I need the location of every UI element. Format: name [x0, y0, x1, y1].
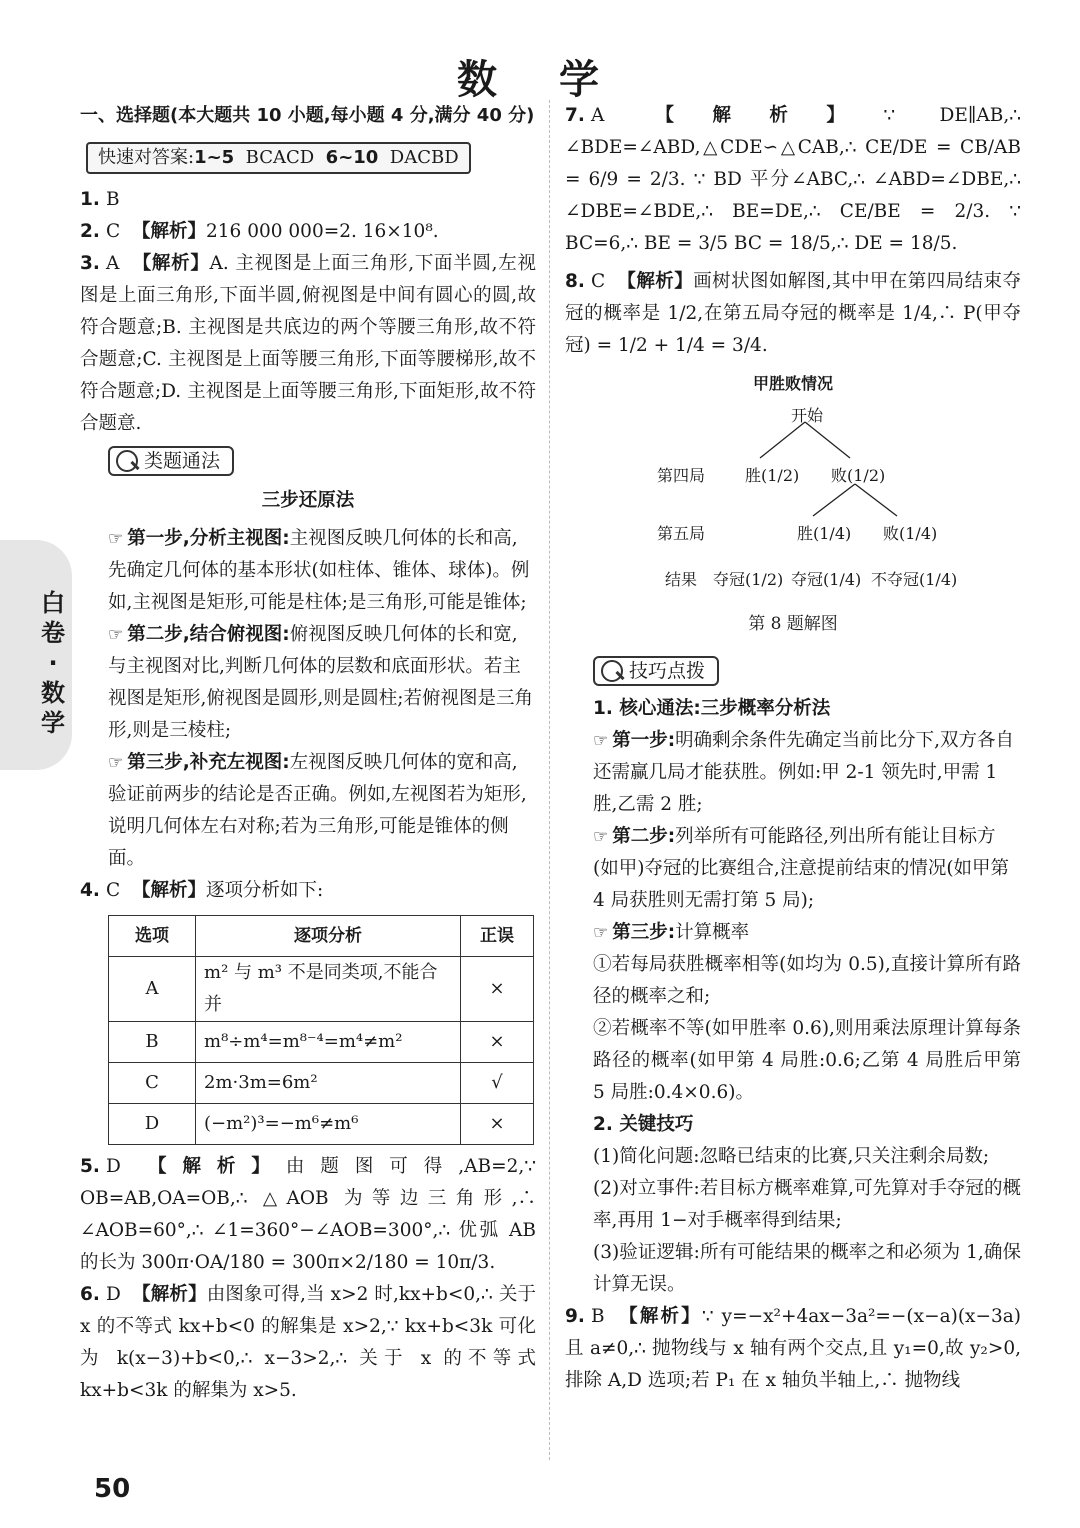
answer-letter: C — [591, 271, 606, 292]
round-5-label: 第五局 — [657, 524, 706, 543]
analysis-tag: 【解析】 — [132, 221, 207, 242]
quick-answers-1: BCACD — [245, 147, 315, 168]
step-heading: 第一步,分析主视图: — [127, 528, 290, 549]
result-2: 夺冠(1/4) — [791, 570, 862, 589]
key-tip-2: (2)对立事件:若目标方概率难算,可先算对手夺冠的概率,再用 1−对手概率得到结果; — [593, 1178, 1021, 1231]
quick-label: 快速对答案: — [98, 147, 195, 168]
analysis-text: 由图象可得,当 x>2 时,kx+b<0,∴ 关于 x 的不等式 kx+b<0 的解集是 x>2,∵ kx+b<3k 可化为 k(x−3)+b<0,∴ x−3>2,∴ 关于 x 的不等式 kx+b<3k 的解集为 x>5. — [80, 1284, 536, 1401]
step-heading: 第一步: — [612, 730, 676, 751]
key-tips-title: 2. 关键技巧 — [593, 1114, 694, 1135]
round-4-label: 第四局 — [657, 466, 706, 485]
question-3 — [80, 248, 536, 440]
step-text: 主视图反映几何体的长和高,先确定几何体的基本形状(如柱体、锥体、球体)。例如,主视图是矩形,可能是柱体;是三角形,可能是锥体; — [108, 528, 530, 613]
question-number: 9. — [565, 1306, 585, 1327]
answer-letter: A — [106, 253, 120, 274]
analysis-tag: 【解析】 — [132, 880, 207, 901]
prob-step-3 — [565, 917, 1021, 949]
pointing-hand-icon: ☞ — [108, 529, 124, 549]
table-row — [109, 1104, 534, 1145]
quick-answers-2: DACBD — [389, 147, 459, 168]
method-title: 三步还原法 — [261, 490, 355, 511]
step-text: 俯视图反映几何体的长和宽,与主视图对比,判断几何体的层数和底面形状。若主视图是矩形,俯视图是圆形,则是圆柱;若俯视图是三角形,则是三棱柱; — [108, 624, 533, 741]
question-4 — [80, 875, 536, 907]
step-heading: 第三步,补充左视图: — [127, 752, 290, 773]
question-number: 2. — [80, 221, 100, 242]
answer-letter: D — [106, 1284, 121, 1305]
question-number: 5. — [80, 1156, 100, 1177]
page-number: 50 — [94, 1474, 131, 1504]
analysis-tag: 【解析】 — [617, 105, 884, 126]
analysis-text: ∵ y=−x²+4ax−3a²=−(x−a)(x−3a)且 a≠0,∴ 抛物线与 x 轴有两个交点,且 y₁=0,故 y₂>0,排除 A,D 选项;若 P₁ 在 x 轴负半轴上,∴ 抛物线 — [565, 1306, 1021, 1391]
analysis-text: 216 000 000=2. 16×10⁸. — [206, 221, 439, 242]
table-header-row — [109, 916, 534, 957]
question-number: 6. — [80, 1284, 100, 1305]
table-cell: D — [109, 1104, 196, 1145]
analysis-text: ∵ DE∥AB,∴ ∠BDE=∠ABD,△CDE∽△CAB,∴ CE/DE = CB/AB = 6/9 = 2/3. ∵ BD 平分∠ABC,∴ ∠ABD=∠DBE,∴ ∠DBE=∠BDE,∴ BE=DE,∴ CE/BE = 2/3. ∵ BC=6,∴ BE = 3/5 BC = 18/5,∴ DE = 18/5. — [565, 105, 1021, 254]
analysis-tag: 【解析】 — [617, 271, 694, 292]
step-text: 明确剩余条件先确定当前比分下,双方各自还需赢几局才能获胜。例如:甲 2-1 领先时,甲需 1 胜,乙需 2 胜; — [593, 730, 1015, 815]
result-label: 结果 — [665, 570, 698, 589]
step-text: 列举所有可能路径,列出所有能让目标方(如甲)夺冠的比赛组合,注意提前结束的情况(如甲第 4 局获胜则无需打第 5 局); — [593, 826, 1010, 911]
analysis-tag: 【解析】 — [132, 1284, 207, 1305]
core-method-title: 1. 核心通法:三步概率分析法 — [593, 698, 831, 719]
analysis-text: 由题图可得,AB=2,∵ OB=AB,OA=OB,∴ △AOB 为等边三角形,∴ ∠AOB=60°,∴ ∠1=360°−∠AOB=300°,∴ 优弧 AB 的长为 300π·OA/180 = 300π×2/180 = 10π/3. — [80, 1156, 536, 1273]
prob-step-1 — [565, 725, 1021, 821]
analysis-tag: 【解析】 — [132, 253, 210, 274]
question-number: 7. — [565, 105, 585, 126]
table-cell: B — [109, 1022, 196, 1063]
key-icon — [116, 450, 138, 472]
analysis-table — [108, 915, 534, 1145]
step-heading: 第二步,结合俯视图: — [127, 624, 290, 645]
result-3: 不夺冠(1/4) — [871, 570, 958, 589]
question-number: 4. — [80, 880, 100, 901]
tips-badge-label: 技巧点拨 — [629, 660, 706, 682]
method-badge — [108, 446, 234, 476]
pointing-hand-icon: ☞ — [108, 753, 124, 773]
table-cell: 2m·3m=6m² — [196, 1063, 461, 1104]
question-number: 3. — [80, 253, 100, 274]
method-step-2 — [80, 619, 536, 747]
table-row — [109, 957, 534, 1022]
analysis-text: 画树状图如解图,其中甲在第四局结束夺冠的概率是 1/2,在第五局夺冠的概率是 1/4,∴ P(甲夺冠) = 1/2 + 1/4 = 3/4. — [565, 271, 1021, 356]
question-9 — [565, 1301, 1021, 1397]
step-heading: 第三步: — [612, 922, 676, 943]
section-heading: 一、选择题(本大题共 10 小题,每小题 4 分,满分 40 分) — [80, 105, 535, 126]
question-5 — [80, 1151, 536, 1279]
method-badge-label: 类题通法 — [144, 450, 221, 472]
analysis-tag: 【解析】 — [617, 1306, 702, 1327]
question-8 — [565, 266, 1021, 362]
quick-range-2: 6~10 — [325, 147, 379, 168]
question-number: 1. — [80, 189, 100, 210]
key-icon — [601, 660, 623, 682]
table-header: 逐项分析 — [196, 916, 461, 957]
question-6 — [80, 1279, 536, 1407]
table-cell: m² 与 m³ 不是同类项,不能合并 — [196, 957, 461, 1022]
table-row — [109, 1063, 534, 1104]
pointing-hand-icon: ☞ — [593, 827, 609, 847]
answer-letter: B — [106, 189, 120, 210]
quick-range-1: 1~5 — [194, 147, 235, 168]
key-tip-1: (1)简化问题:忽略已结束的比赛,只关注剩余局数; — [593, 1146, 990, 1167]
table-cell: × — [461, 957, 534, 1022]
round-5-win: 胜(1/4) — [797, 524, 852, 543]
answer-letter: C — [106, 221, 121, 242]
question-2 — [80, 216, 536, 248]
pointing-hand-icon: ☞ — [108, 625, 124, 645]
answer-letter: C — [106, 880, 121, 901]
side-tab-label: 白卷·数学 — [41, 589, 65, 737]
tree-title: 甲胜败情况 — [752, 374, 833, 393]
quick-answer-box — [86, 142, 471, 174]
left-column — [80, 100, 536, 1407]
table-cell: C — [109, 1063, 196, 1104]
step-heading: 第二步: — [612, 826, 676, 847]
table-cell: × — [461, 1022, 534, 1063]
step-text: 计算概率 — [675, 922, 750, 943]
tree-start: 开始 — [791, 406, 824, 425]
table-cell: × — [461, 1104, 534, 1145]
table-cell: m⁸÷m⁴=m⁸⁻⁴=m⁴≠m² — [196, 1022, 461, 1063]
method-step-1 — [80, 523, 536, 619]
table-row — [109, 1022, 534, 1063]
analysis-text: A. 主视图是上面三角形,下面半圆,左视图是上面三角形,下面半圆,俯视图是中间有圆心的圆,故符合题意;B. 主视图是共底边的两个等腰三角形,故不符合题意;C. 主视图是上面等腰三角形,下面等腰梯形,故不符合题意;D. 主视图是上面等腰三角形,下面矩形,故不符合题意. — [80, 253, 536, 434]
tree-diagram — [565, 400, 1021, 608]
analysis-tag: 【解析】 — [132, 1156, 286, 1177]
analysis-text: 逐项分析如下: — [206, 880, 324, 901]
table-cell: √ — [461, 1063, 534, 1104]
key-tip-3: (3)验证逻辑:所有可能结果的概率之和必须为 1,确保计算无误。 — [593, 1242, 1021, 1295]
method-step-3 — [80, 747, 536, 875]
page-title: 数 学 — [457, 57, 623, 103]
answer-letter: B — [591, 1306, 605, 1327]
question-7 — [565, 100, 1021, 260]
table-header: 选项 — [109, 916, 196, 957]
step-text: 左视图反映几何体的宽和高,验证前两步的结论是否正确。例如,左视图若为矩形,说明几何体左右对称;若为三角形,可能是锥体的侧面。 — [108, 752, 527, 869]
question-number: 8. — [565, 271, 585, 292]
figure-caption: 第 8 题解图 — [748, 614, 838, 634]
prob-item-2: ②若概率不等(如甲胜率 0.6),则用乘法原理计算每条路径的概率(如甲第 4 局胜:0.6;乙第 4 局胜后甲第 5 局胜:0.4×0.6)。 — [593, 1018, 1021, 1103]
prob-step-2 — [565, 821, 1021, 917]
round-4-lose: 败(1/2) — [831, 466, 886, 485]
pointing-hand-icon: ☞ — [593, 923, 609, 943]
answer-letter: A — [591, 105, 605, 126]
round-5-lose: 败(1/4) — [883, 524, 938, 543]
table-cell: (−m²)³=−m⁶≠m⁶ — [196, 1104, 461, 1145]
right-column — [565, 100, 1021, 1397]
table-cell: A — [109, 957, 196, 1022]
round-4-win: 胜(1/2) — [745, 466, 800, 485]
column-divider — [549, 100, 550, 1460]
tips-badge — [593, 656, 719, 686]
pointing-hand-icon: ☞ — [593, 731, 609, 751]
result-1: 夺冠(1/2) — [713, 570, 784, 589]
table-header: 正误 — [461, 916, 534, 957]
prob-item-1: ①若每局获胜概率相等(如均为 0.5),直接计算所有路径的概率之和; — [593, 954, 1021, 1007]
answer-letter: D — [106, 1156, 121, 1177]
question-1 — [80, 184, 536, 216]
